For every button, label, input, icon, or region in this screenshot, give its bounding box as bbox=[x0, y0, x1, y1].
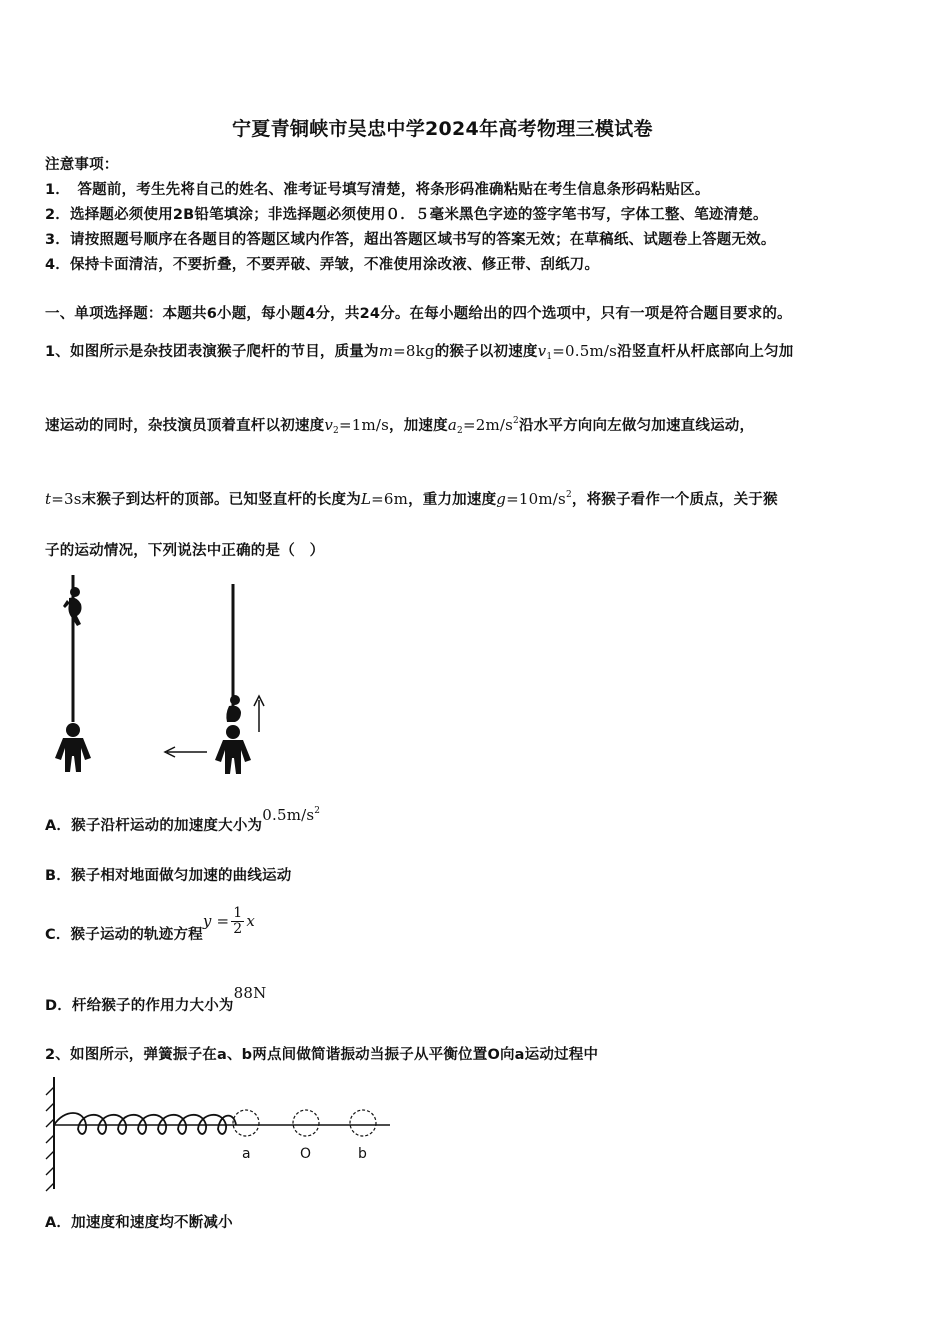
q1-line-3: t=3s末猴子到达杆的顶部。已知竖直杆的长度为L=6m，重力加速度$g=10m/s^2$，将猴子看作一个质点，关于猴 bbox=[45, 490, 778, 508]
math-trajectory: y = $\frac{1}{2}$ x bbox=[202, 905, 256, 937]
q1-option-c: C．猴子运动的轨迹方程y = $\frac{1}{2}$ x bbox=[45, 905, 256, 943]
math-t: t=3s bbox=[45, 490, 82, 508]
notice-item-4: 4．保持卡面清洁，不要折叠，不要弄破、弄皱，不准使用涂改液、修正带、刮纸刀。 bbox=[45, 257, 600, 273]
q1-option-b: B．猴子相对地面做匀加速的曲线运动 bbox=[45, 868, 292, 884]
math-v1: $v_1=0.5m/s$ bbox=[537, 342, 618, 362]
math-g: $g=10m/s^2$ bbox=[496, 490, 572, 508]
notice-heading: 注意事项： bbox=[45, 157, 119, 173]
notice-item-3: 3．请按照题号顺序在各题目的答题区域内作答，超出答题区域书写的答案无效；在草稿纸、试题卷上答题无效。 bbox=[45, 232, 776, 248]
q1-line-2: 速运动的同时，杂技演员顶着直杆以初速度$v_2=1m/s$，加速度$a_2=2m/s^2$沿水平方向向左做匀加速直线运动， bbox=[45, 416, 755, 436]
math-a2: $a_2=2m/s^2$ bbox=[447, 416, 519, 436]
section-heading: 一、单项选择题：本题共6小题，每小题4分，共24分。在每小题给出的四个选项中，只有一项是符合题目要求的。 bbox=[45, 306, 792, 322]
q2-option-a: A．加速度和速度均不断减小 bbox=[45, 1215, 233, 1231]
label-o: O bbox=[300, 1146, 312, 1162]
math-mass: m=8kg bbox=[378, 342, 435, 360]
label-a: a bbox=[242, 1146, 251, 1162]
page-title: 宁夏青铜峡市吴忠中学2024年高考物理三模试卷 bbox=[232, 118, 653, 140]
notice-item-1: 1． 答题前，考生先将自己的姓名、准考证号填写清楚，将条形码准确粘贴在考生信息条形码粘贴区。 bbox=[45, 182, 710, 198]
math-v2: $v_2=1m/s$ bbox=[324, 416, 390, 436]
q1-option-a: A．猴子沿杆运动的加速度大小为$0.5m/s^2$ bbox=[45, 806, 321, 834]
q1-line-1: 1、如图所示是杂技团表演猴子爬杆的节目，质量为m=8kg的猴子以初速度$v_1=0.5m/s$沿竖直杆从杆底部向上匀加 bbox=[45, 342, 794, 362]
spring-oscillator-figure bbox=[40, 1073, 400, 1193]
q2-stem: 2、如图所示，弹簧振子在a、b两点间做简谐振动当振子从平衡位置O向a运动过程中 bbox=[45, 1047, 599, 1063]
q1-option-d: D．杆给猴子的作用力大小为88N bbox=[45, 984, 267, 1014]
math-L: L=6m bbox=[360, 490, 409, 508]
q1-line-4: 子的运动情况，下列说法中正确的是（ ） bbox=[45, 543, 325, 559]
monkey-pole-figure bbox=[45, 572, 285, 782]
label-b: b bbox=[358, 1146, 367, 1162]
notice-item-2: 2．选择题必须使用2B铅笔填涂；非选择题必须使用０．５毫米黑色字迹的签字笔书写，字体工整、笔迹清楚。 bbox=[45, 207, 768, 223]
